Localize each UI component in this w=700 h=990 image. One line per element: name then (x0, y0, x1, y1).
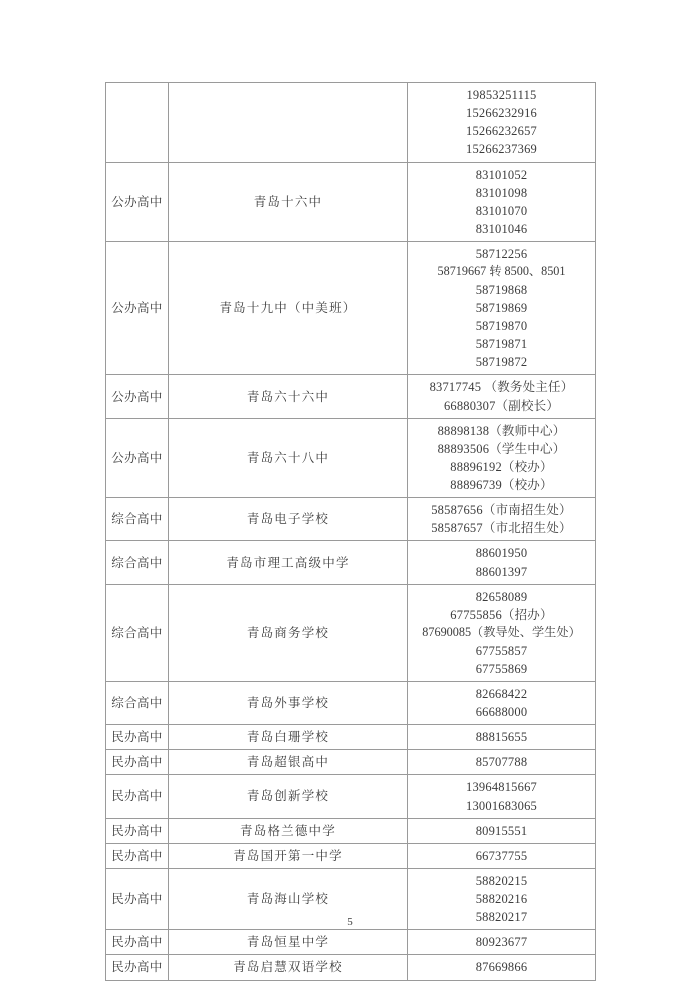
phone-numbers-cell (408, 375, 596, 418)
table-row (106, 775, 596, 818)
phone-numbers-cell (408, 83, 596, 163)
phone-numbers-cell (408, 818, 596, 843)
phone-numbers-cell (408, 955, 596, 980)
phone-line: 58719667 转 8500、8501 (437, 264, 566, 279)
phone-line: 88896739（校办） (450, 478, 553, 493)
school-category-cell: 民办高中 (106, 868, 169, 929)
phone-line: 83101052 (475, 167, 528, 182)
phone-line: 88601950 (475, 546, 528, 561)
table-row (106, 83, 596, 163)
table-row (106, 750, 596, 775)
school-contact-table-container (105, 82, 595, 981)
phone-line: 58719868 (475, 282, 528, 297)
phone-line: 66688000 (475, 705, 528, 719)
phone-line: 19853251115 (466, 88, 537, 102)
phone-line: 13964815667 (466, 780, 537, 795)
phone-line: 58820216 (475, 892, 528, 906)
phone-numbers-cell (408, 541, 596, 584)
phone-line: 58820217 (475, 910, 528, 925)
table-row (106, 541, 596, 584)
phone-line: 66880307（副校长） (443, 398, 560, 413)
phone-numbers-cell (408, 242, 596, 375)
school-name-cell: 青岛十九中（中美班） (169, 242, 408, 375)
school-category-cell (106, 83, 169, 163)
phone-line: 88896192（校办） (450, 459, 553, 474)
table-row (106, 162, 596, 242)
school-contact-table (105, 82, 596, 981)
phone-line: 15266237369 (466, 142, 537, 157)
school-name-cell: 青岛国开第一中学 (169, 843, 408, 868)
table-row (106, 681, 596, 724)
school-name-cell: 青岛启慧双语学校 (169, 955, 408, 980)
table-row (106, 818, 596, 843)
table-row (106, 498, 596, 541)
phone-numbers-cell (408, 750, 596, 775)
phone-line: 83101098 (475, 185, 528, 200)
phone-line: 67755869 (475, 661, 528, 676)
table-row (106, 242, 596, 375)
phone-line: 58820215 (475, 873, 528, 888)
phone-numbers-cell (408, 725, 596, 750)
phone-line: 66737755 (475, 848, 528, 863)
school-category-cell: 民办高中 (106, 818, 169, 843)
phone-line: 15266232657 (466, 124, 537, 139)
school-name-cell (169, 83, 408, 163)
phone-line: 58587657（市北招生处） (431, 521, 572, 536)
school-category-cell: 公办高中 (106, 375, 169, 418)
school-name-cell: 青岛商务学校 (169, 584, 408, 681)
school-name-cell: 青岛六十六中 (169, 375, 408, 418)
phone-numbers-cell (408, 930, 596, 955)
table-body (106, 83, 596, 981)
phone-line: 87690085（教导处、学生处） (422, 624, 581, 639)
page-number: 5 (347, 916, 353, 928)
school-category-cell: 民办高中 (106, 955, 169, 980)
school-category-cell: 民办高中 (106, 750, 169, 775)
school-name-cell: 青岛十六中 (169, 162, 408, 242)
phone-numbers-cell (408, 584, 596, 681)
phone-line: 82658089 (475, 589, 528, 604)
phone-line: 67755856（招办） (450, 607, 553, 622)
phone-line: 82668422 (475, 686, 528, 701)
phone-line: 58719871 (475, 337, 528, 352)
phone-line: 88815655 (475, 730, 528, 745)
school-category-cell: 民办高中 (106, 725, 169, 750)
table-row (106, 725, 596, 750)
school-category-cell: 综合高中 (106, 681, 169, 724)
phone-line: 88601397 (475, 564, 528, 579)
school-category-cell: 民办高中 (106, 775, 169, 818)
phone-line: 88898138（教师中心） (437, 423, 566, 438)
school-name-cell: 青岛市理工高级中学 (169, 541, 408, 584)
school-category-cell: 公办高中 (106, 418, 169, 498)
phone-numbers-cell (408, 498, 596, 541)
table-row (106, 843, 596, 868)
phone-line: 58719870 (475, 319, 528, 334)
school-name-cell: 青岛超银高中 (169, 750, 408, 775)
table-row (106, 584, 596, 681)
phone-numbers-cell (408, 681, 596, 724)
school-category-cell: 综合高中 (106, 584, 169, 681)
school-category-cell: 公办高中 (106, 242, 169, 375)
phone-numbers-cell (408, 775, 596, 818)
table-row (106, 930, 596, 955)
phone-line: 58719872 (475, 355, 528, 370)
phone-line: 13001683065 (466, 798, 537, 813)
phone-line: 67755857 (475, 643, 528, 658)
school-name-cell: 青岛六十八中 (169, 418, 408, 498)
phone-numbers-cell (408, 843, 596, 868)
school-category-cell: 民办高中 (106, 930, 169, 955)
phone-line: 15266232916 (466, 106, 537, 121)
school-name-cell: 青岛白珊学校 (169, 725, 408, 750)
phone-line: 58719869 (475, 300, 528, 315)
phone-line: 80915551 (475, 823, 528, 838)
phone-numbers-cell (408, 162, 596, 242)
school-category-cell: 民办高中 (106, 843, 169, 868)
school-name-cell: 青岛创新学校 (169, 775, 408, 818)
phone-line: 58587656（市南招生处） (431, 503, 572, 518)
phone-line: 85707788 (475, 755, 528, 770)
table-row (106, 418, 596, 498)
phone-line: 80923677 (475, 935, 528, 950)
school-name-cell: 青岛恒星中学 (169, 930, 408, 955)
school-category-cell: 综合高中 (106, 541, 169, 584)
school-name-cell: 青岛海山学校 (169, 868, 408, 929)
school-name-cell: 青岛格兰德中学 (169, 818, 408, 843)
phone-line: 88893506（学生中心） (437, 441, 566, 456)
school-name-cell: 青岛电子学校 (169, 498, 408, 541)
school-name-cell: 青岛外事学校 (169, 681, 408, 724)
phone-line: 83101070 (475, 203, 528, 218)
school-category-cell: 综合高中 (106, 498, 169, 541)
table-row (106, 955, 596, 980)
phone-line: 83101046 (475, 221, 528, 236)
phone-numbers-cell (408, 418, 596, 498)
phone-line: 58712256 (475, 247, 528, 261)
table-row (106, 375, 596, 418)
school-category-cell: 公办高中 (106, 162, 169, 242)
phone-line: 83717745 （教务处主任） (429, 380, 574, 395)
phone-line: 87669866 (475, 960, 528, 975)
